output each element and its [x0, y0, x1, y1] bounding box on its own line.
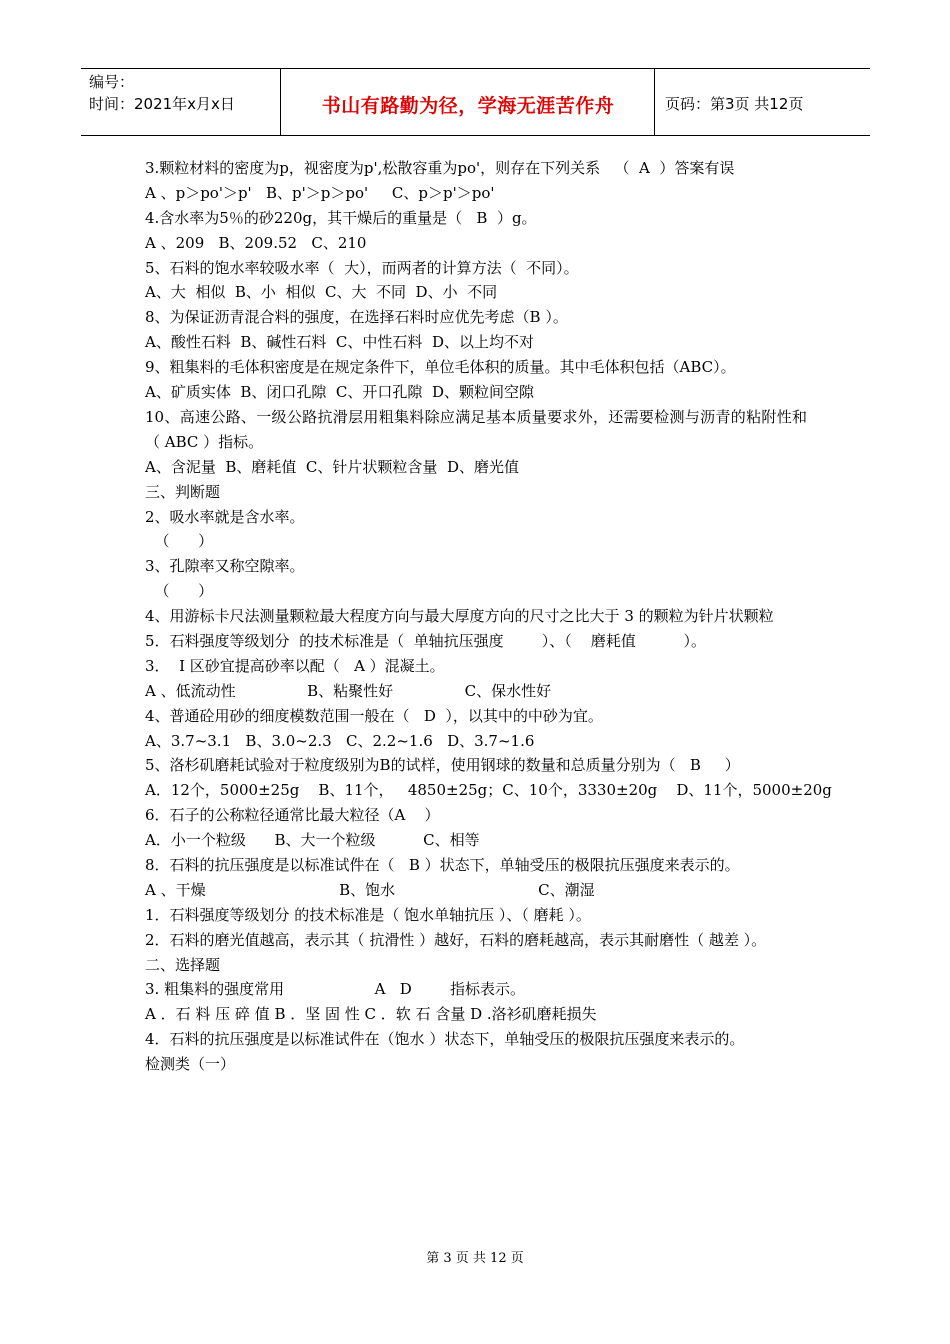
answer-blank: （ ） [145, 532, 214, 551]
header-left-cell [81, 69, 281, 135]
header-table [81, 68, 870, 136]
text-line: 5、石料的饱水率较吸水率（ 大），而两者的计算方法（ 不同）。 [145, 258, 579, 277]
text-line: A、含泥量 B、磨耗值 C、针片状颗粒含量 D、磨光值 [145, 457, 519, 476]
header-page-cell [655, 69, 870, 135]
text-line: 6．石子的公称粒径通常比最大粒径（A ） [145, 806, 440, 825]
text-line: 5．石料强度等级划分 的技术标准是（ 单轴抗压强度 ）、（ 磨耗值 ）。 [145, 631, 707, 650]
text-paragraph: 9、粗集料的毛体积密度是在规定条件下，单位毛体积的质量。其中毛体积包括（ABC）。 [145, 358, 736, 377]
text-line: 3． I 区砂宜提高砂率以配（ A ）混凝土。 [145, 656, 445, 675]
header-motto-cell [281, 69, 655, 135]
text-line: 8、为保证沥青混合料的强度，在选择石料时应优先考虑（B ）。 [145, 308, 568, 327]
text-line: A．12个，5000±25g B、11个， 4850±25g；C、10个，3330±20g D、11个，5000±20g [145, 781, 832, 800]
answer-blank: （ ） [145, 582, 214, 601]
text-line: 3.颗粒材料的密度为p，视密度为p',松散容重为po'，则存在下列关系 （ A ）答案有误 [145, 159, 735, 177]
text-line: 3、孔隙率又称空隙率。 [145, 557, 305, 576]
text-line: A．小一个粒级 B、大一个粒级 C、相等 [145, 831, 480, 850]
document-code-label: 编号： [89, 73, 135, 91]
page-info: 页码：第3页 共12页 [665, 95, 804, 113]
document-date-label: 时间：2021年x月x日 [89, 95, 235, 113]
text-line: 检测类（一） [145, 1055, 236, 1074]
text-line: A、大 相似 B、小 相似 C、大 不同 D、小 不同 [145, 283, 498, 302]
text-line: 8．石料的抗压强度是以标准试件在（ B ）状态下，单轴受压的极限抗压强度来表示的。 [145, 856, 740, 874]
text-paragraph: 2．石料的磨光值越高，表示其（ 抗滑性 ）越好，石料的磨耗越高，表示其耐磨性（ 越差 ）。 [145, 930, 767, 949]
text-line: A 、低流动性 B、粘聚性好 C、保水性好 [145, 681, 552, 700]
page-footer: 第 3 页 共 12 页 [426, 1251, 524, 1266]
text-paragraph: A ．石 料 压 碎 值 B ．坚 固 性 C ．软 石 含量 D .洛衫矶磨耗损失 [145, 1005, 597, 1024]
text-paragraph: 4、用游标卡尺法测量颗粒最大程度方向与最大厚度方向的尺寸之比大于 3 的颗粒为针片状颗粒 [145, 607, 774, 626]
text-line: 5、洛杉矶磨耗试验对于粒度级别为B的试样，使用钢球的数量和总质量分别为（ B ） [145, 756, 740, 775]
text-paragraph: 4．石料的抗压强度是以标准试件在（饱水 ）状态下，单轴受压的极限抗压强度来表示的。 [145, 1030, 745, 1049]
motto-text: 书山有路勤为径，学海无涯苦作舟 [321, 95, 615, 117]
text-paragraph: 1．石料强度等级划分 的技术标准是（ 饱水单轴抗压 ）、（ 磨耗 ）。 [145, 905, 591, 924]
text-line: A 、p＞po'＞p' B、p'＞p＞po' C、p＞p'＞po' [145, 183, 495, 202]
text-line: A、酸性石料 B、碱性石料 C、中性石料 D、以上均不对 [145, 333, 534, 352]
text-line: 3. 粗集料的强度常用 A D 指标表示。 [145, 980, 525, 999]
text-line: A、矿质实体 B、闭口孔隙 C、开口孔隙 D、颗粒间空隙 [145, 383, 534, 402]
text-line: A、3.7~3.1 B、3.0~2.3 C、2.2~1.6 D、3.7~1.6 [145, 731, 535, 750]
text-paragraph: 10、高速公路、一级公路抗滑层用粗集料除应满足基本质量要求外，还需要检测与沥青的粘附性和（ ABC ）指标。 [145, 407, 807, 451]
text-line: A 、干燥 B、饱水 C、潮湿 [145, 880, 595, 899]
text-line: 4.含水率为5％的砂220g，其干燥后的重量是（ B ）g。 [145, 208, 537, 227]
text-line: A 、209 B、209.52 C、210 [145, 233, 367, 252]
document-body [145, 156, 832, 1077]
section-heading: 二、选择题 [145, 955, 221, 974]
text-line: 4、普通砼用砂的细度模数范围一般在（ D ），以其中的中砂为宜。 [145, 706, 603, 725]
text-line: 2、吸水率就是含水率。 [145, 507, 305, 526]
section-heading: 三、判断题 [145, 482, 221, 501]
